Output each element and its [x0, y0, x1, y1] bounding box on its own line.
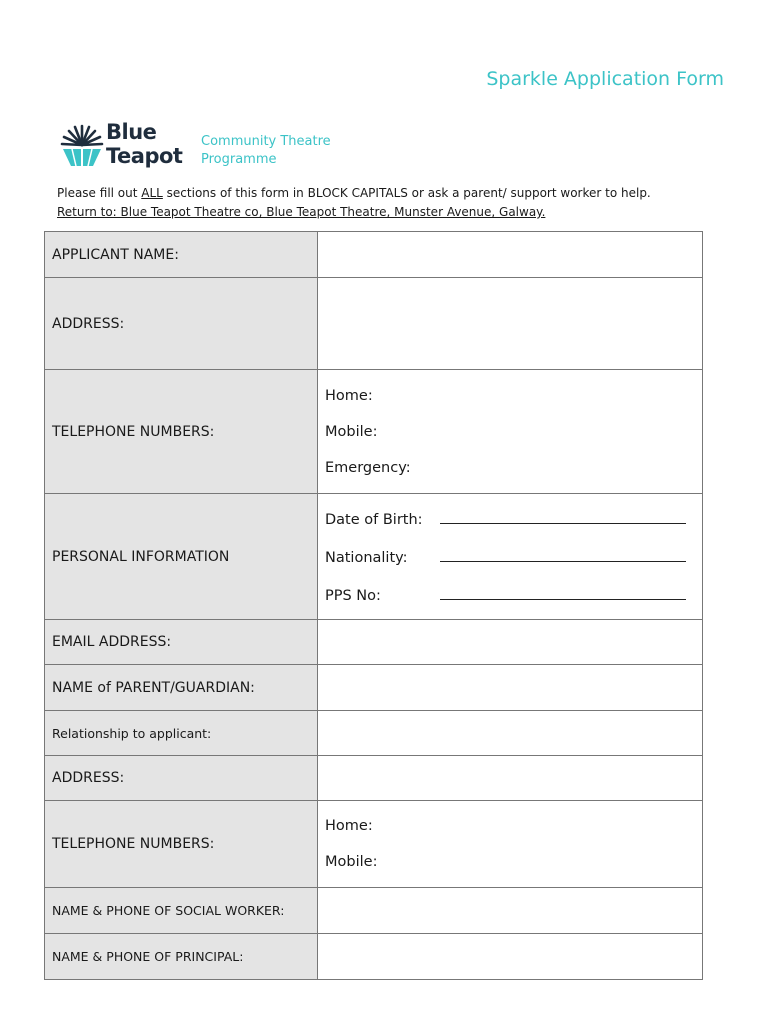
label-parent-name: NAME of PARENT/GUARDIAN: — [45, 665, 318, 711]
field-email[interactable] — [318, 620, 703, 665]
label-personal-info: PERSONAL INFORMATION — [45, 494, 318, 620]
field-parent-telephone[interactable] — [318, 801, 703, 888]
label-parent-telephone: TELEPHONE NUMBERS: — [45, 801, 318, 888]
parent-tel-mobile-label: Mobile: — [325, 854, 378, 870]
return-address: Return to: Blue Teapot Theatre co, Blue Teapot Theatre, Munster Avenue, Galway. — [57, 205, 546, 219]
instructions: Please fill out ALL sections of this form in BLOCK CAPITALS or ask a parent/ support worker to help. Return to: Blue Teapot Theatre co, Blue Teapot Theatre, Munster Avenue, Galway. — [57, 184, 651, 222]
logo-tagline: Community Theatre Programme — [201, 134, 331, 167]
field-social-worker[interactable] — [318, 888, 703, 934]
nationality-label: Nationality: — [325, 550, 408, 566]
label-email: EMAIL ADDRESS: — [45, 620, 318, 665]
dob-label: Date of Birth: — [325, 512, 423, 528]
field-telephone[interactable] — [318, 370, 703, 494]
tel-emergency-label: Emergency: — [325, 459, 411, 476]
field-principal[interactable] — [318, 934, 703, 980]
tel-mobile-label: Mobile: — [325, 423, 378, 440]
field-address[interactable] — [318, 278, 703, 370]
application-form-table — [44, 231, 703, 980]
parent-tel-home-label: Home: — [325, 818, 373, 834]
tel-home-label: Home: — [325, 387, 373, 404]
logo-wordmark: Blue Teapot — [106, 120, 183, 168]
label-telephone: TELEPHONE NUMBERS: — [45, 370, 318, 494]
dob-line[interactable] — [440, 509, 686, 524]
blue-teapot-logo — [60, 122, 360, 172]
pps-label: PPS No: — [325, 588, 381, 604]
field-applicant-name[interactable] — [318, 232, 703, 278]
field-relationship[interactable] — [318, 711, 703, 756]
field-personal-info[interactable] — [318, 494, 703, 620]
label-relationship: Relationship to applicant: — [45, 711, 318, 756]
label-social-worker: NAME & PHONE OF SOCIAL WORKER: — [45, 888, 318, 934]
nationality-line[interactable] — [440, 547, 686, 562]
label-parent-address: ADDRESS: — [45, 756, 318, 801]
pps-line[interactable] — [440, 585, 686, 600]
field-parent-address[interactable] — [318, 756, 703, 801]
field-parent-name[interactable] — [318, 665, 703, 711]
label-address: ADDRESS: — [45, 278, 318, 370]
form-title: Sparkle Application Form — [486, 68, 724, 90]
label-principal: NAME & PHONE OF PRINCIPAL: — [45, 934, 318, 980]
label-applicant-name: APPLICANT NAME: — [45, 232, 318, 278]
teapot-sunburst-icon — [60, 122, 104, 168]
